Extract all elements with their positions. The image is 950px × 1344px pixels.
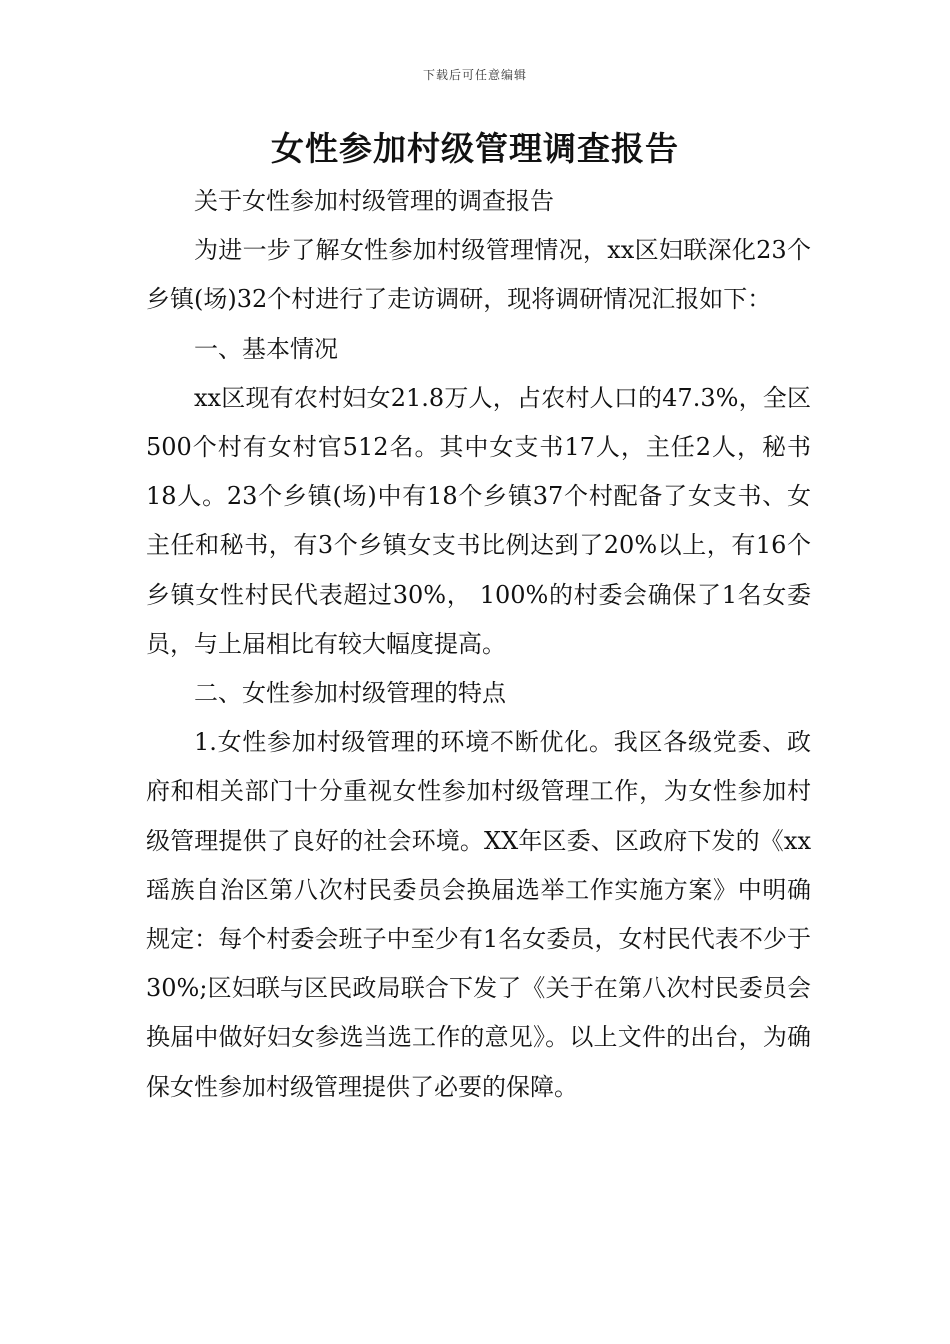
paragraph-feature-1: 1.女性参加村级管理的环境不断优化。我区各级党委、政府和相关部门十分重视女性参加村级管理工作，为女性参加村级管理提供了良好的社会环境。XX年区委、区政府下发的《xx瑶族自治区第八次村民委员会换届选举工作实施方案》中明确规定：每个村委会班子中至少有1名女委员，女村民代表不少于30%;区妇联与区民政局联合下发了《关于在第八次村民委员会换届中做好妇女参选当选工作的意见》。以上文件的出台，为确保女性参加村级管理提供了必要的保障。 bbox=[146, 728, 811, 1101]
paragraph-basic-situation: xx区现有农村妇女21.8万人，占农村人口的47.3%，全区500个村有女村官512名。其中女支书17人，主任2人，秘书18人。23个乡镇(场)中有18个乡镇37个村配备了女支书、女主任和秘书，有3个乡镇女支书比例达到了20%以上，有16个乡镇女性村民代表超过30%， 100%的村委会确保了1名女委员，与上届相比有较大幅度提高。 bbox=[146, 383, 811, 658]
section-heading-basic: 一、基本情况 bbox=[194, 334, 338, 363]
section-heading-features: 二、女性参加村级管理的特点 bbox=[194, 679, 506, 708]
header-note: 下载后可任意编辑 bbox=[422, 68, 527, 82]
paragraph-subtitle: 关于女性参加村级管理的调查报告 bbox=[194, 187, 554, 215]
paragraph-intro: 为进一步了解女性参加村级管理情况，xx区妇联深化23个乡镇(场)32个村进行了走访调研，现将调研情况汇报如下： bbox=[146, 236, 811, 314]
document-body bbox=[146, 177, 811, 1112]
document-title: 女性参加村级管理调查报告 bbox=[271, 129, 679, 168]
